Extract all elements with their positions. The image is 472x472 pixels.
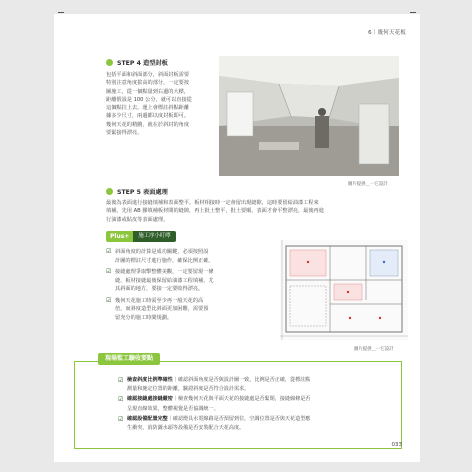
text-line: 計圖的標註尺寸進行施作，確保比例正確。 — [115, 257, 214, 264]
plan-caption: 圖片提供＿一它設計 — [354, 347, 394, 352]
text-line: ｜確認斜面角度是否與設計圖一致，比例是否正確，從標註點 — [172, 377, 311, 383]
step4-heading — [106, 58, 168, 67]
crop-mark — [58, 12, 64, 13]
chapter-header: 6｜幾何天花板 — [368, 30, 406, 36]
item-label: 確認接縫處接縫嚴密 — [127, 396, 173, 403]
tips-title: 施工序小叮嚀 — [133, 231, 175, 242]
list-item — [118, 395, 310, 413]
text-line: 幾何天花施工時需至少再一般天花的高 — [115, 297, 204, 304]
text-line: 測量和施定位置的距離，驗證斜度是否符合設計需求。 — [127, 386, 250, 393]
checkmark-icon: ☑ — [118, 377, 124, 384]
text-line: 包括平面和斜面部分，斜面封板需要 — [106, 72, 190, 78]
step5-body — [106, 199, 324, 224]
step5-title: STEP 5 表面處理 — [117, 189, 168, 196]
item-label: 檢查斜度比例準確性 — [127, 377, 173, 383]
list-item — [118, 376, 310, 394]
text-line: 斜面角度的計算是成功關鍵，必須按照設 — [115, 249, 209, 255]
bullet-dot-icon — [106, 59, 113, 66]
ceiling-plan-drawing — [280, 240, 408, 340]
crop-mark — [410, 12, 416, 13]
photo-caption: 圖片提供＿一它設計 — [348, 182, 388, 187]
text-line: ｜檢查幾何天花與平面天花的接縫處是否緊閉，接縫線條是否 — [172, 396, 311, 403]
checkmark-icon: ☑ — [106, 268, 112, 275]
text-line: 生衝突，消防灑水頭等設備是否安裝配合天花高度。 — [127, 425, 245, 432]
text-line: 呈現直線效果，整體視覺是否協調統一。 — [127, 405, 219, 412]
text-line: 接縫處理爭取擊整體美觀，一定要留現一條 — [115, 269, 214, 275]
checkmark-icon: ☑ — [118, 415, 124, 423]
text-line: 最後為表面進行接縫填補和表面整平。板材相接時一定會留出現縫隙，這時要留給油漆工程來 — [106, 200, 319, 206]
text-line: 據多少尺寸，兩邊都以度封板即可。 — [106, 113, 190, 120]
text-line: 距離假設是 100 公分，就可以直接從 — [106, 96, 192, 103]
text-line: 填補。先用 AB 膠填補板材間的縫隙，再上批土整平，批土要順，表面才會平整漂亮，最後再進 — [106, 208, 324, 215]
text-line: 行油漆或貼皮等表面處理。 — [106, 216, 169, 223]
list-item — [106, 297, 214, 323]
text-line: 其斜面的地方，要接一定要收得漂亮。 — [115, 286, 204, 292]
item-label: 確認設備配置完整 — [127, 415, 168, 422]
bullet-dot-icon — [106, 188, 113, 195]
plus-tag: Plus+ — [106, 231, 133, 242]
tips-heading — [106, 231, 176, 242]
list-item — [118, 415, 310, 433]
text-line: 倍，而斜度造型比斜面更加困難，需要預 — [115, 306, 209, 312]
text-line: 特別注意角度拔高的部分，一定要按 — [106, 80, 190, 87]
ceiling-construction-photo — [219, 56, 399, 176]
step4-title: STEP 4 造型封板 — [117, 60, 168, 67]
text-line: 要緊接得漂亮。 — [106, 130, 143, 137]
book-page — [54, 14, 420, 462]
checkmark-icon: ☑ — [118, 396, 124, 404]
text-line: 這個點拉上去。運上會標註斜點距離 — [106, 105, 190, 112]
checkmark-icon: ☑ — [106, 248, 112, 255]
list-item — [106, 268, 214, 294]
text-line: 縫，板材接縫最後保留給油漆工程填補。尤 — [115, 277, 214, 284]
text-line: 幾何天花的精髓，就在於斜封的角度 — [106, 121, 190, 128]
inspection-list — [118, 376, 310, 434]
tips-list — [106, 248, 214, 322]
checkmark-icon: ☑ — [106, 296, 112, 304]
text-line: ｜確認燈具水電線路是否預留到位，空調位置是否與天花造型應 — [167, 415, 311, 422]
page-number: 033 — [391, 442, 402, 448]
step4-body — [106, 71, 192, 137]
inspection-title: 現場監工驗收要點 — [98, 353, 160, 365]
step5-heading — [106, 187, 168, 196]
text-line: 留充分的施工時間規劃。 — [115, 314, 173, 321]
text-line: 圖施工，從一個點量到右邊的大樑， — [106, 88, 190, 95]
list-item — [106, 248, 214, 265]
